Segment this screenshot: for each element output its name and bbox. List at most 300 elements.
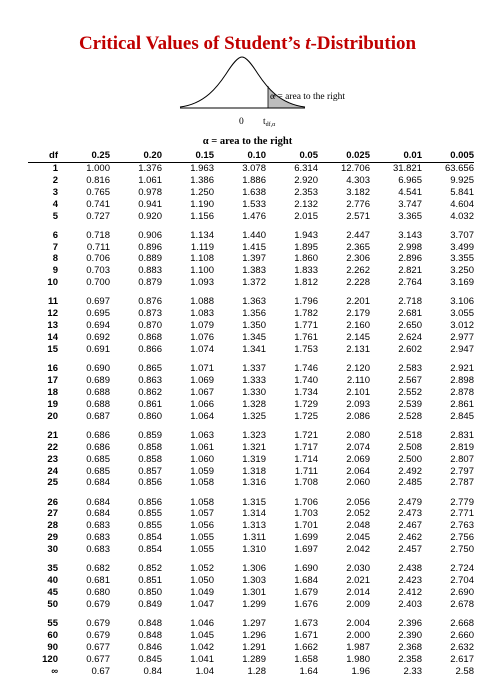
critical-value-cell: 1.079	[190, 320, 214, 332]
critical-value-cell: 0.677	[86, 653, 110, 665]
critical-value-cell: 2.690	[450, 587, 474, 599]
column-header: 0.20	[110, 150, 162, 162]
critical-value-cell: 3.365	[398, 210, 422, 222]
critical-value-cell: 0.866	[138, 343, 162, 355]
critical-value-cell: 1.050	[190, 575, 214, 587]
critical-value-cell: 1.059	[190, 465, 214, 477]
critical-value-cell: 1.076	[190, 332, 214, 344]
df-cell: 29	[47, 532, 58, 544]
df-cell: 10	[47, 277, 58, 289]
table-row	[28, 265, 474, 277]
table-body	[28, 162, 474, 677]
table-row	[28, 320, 474, 332]
critical-value-cell: 1.746	[294, 363, 318, 375]
df-cell: 5	[52, 210, 58, 222]
critical-value-cell: 1.297	[242, 618, 266, 630]
critical-value-cell: 3.012	[450, 320, 474, 332]
critical-value-cell: 4.303	[346, 174, 370, 186]
critical-value-cell: 2.021	[346, 575, 370, 587]
t-subscript: df,α	[265, 122, 276, 128]
critical-value-cell: 2.552	[398, 386, 422, 398]
critical-value-cell: 2.201	[346, 296, 370, 308]
critical-value-cell: 1.321	[242, 441, 266, 453]
critical-value-cell: 2.368	[398, 641, 422, 653]
table-row	[28, 497, 474, 509]
critical-value-cell: 0.889	[138, 253, 162, 265]
critical-value-cell: 2.262	[346, 265, 370, 277]
table-row	[28, 211, 474, 223]
critical-value-cell: 0.685	[86, 465, 110, 477]
critical-value-cell: 1.725	[294, 410, 318, 422]
critical-value-cell: 2.042	[346, 544, 370, 556]
t-distribution-figure	[0, 0, 495, 140]
critical-value-cell: 2.632	[450, 641, 474, 653]
critical-value-cell: 1.315	[242, 496, 266, 508]
df-cell: 11	[47, 296, 58, 308]
df-cell: 2	[52, 174, 58, 186]
critical-value-cell: 2.821	[398, 265, 422, 277]
critical-value-cell: 2.624	[398, 332, 422, 344]
critical-value-cell: 3.106	[450, 296, 474, 308]
critical-value-cell: 0.679	[86, 629, 110, 641]
critical-value-cell: 0.690	[86, 363, 110, 375]
critical-value-cell: 2.132	[294, 198, 318, 210]
df-cell: ∞	[51, 665, 58, 677]
critical-value-cell: 2.131	[346, 343, 370, 355]
df-cell: 15	[47, 343, 58, 355]
critical-value-cell: 1.415	[242, 241, 266, 253]
critical-value-cell: 1.289	[242, 653, 266, 665]
critical-value-cell: 0.691	[86, 343, 110, 355]
critical-value-cell: 1.100	[190, 265, 214, 277]
critical-value-cell: 1.684	[294, 575, 318, 587]
critical-value-cell: 2.056	[346, 496, 370, 508]
critical-value-cell: 0.870	[138, 320, 162, 332]
critical-value-cell: 1.296	[242, 629, 266, 641]
critical-value-cell: 0.695	[86, 308, 110, 320]
df-cell: 19	[47, 398, 58, 410]
table-row	[28, 477, 474, 489]
table-row	[28, 630, 474, 642]
critical-value-cell: 1.134	[190, 229, 214, 241]
critical-value-cell: 0.706	[86, 253, 110, 265]
critical-value-cell: 1.701	[294, 520, 318, 532]
df-cell: 40	[47, 575, 58, 587]
table-row	[28, 199, 474, 211]
critical-value-cell: 1.350	[242, 320, 266, 332]
critical-value-cell: 1.383	[242, 265, 266, 277]
df-cell: 9	[52, 265, 58, 277]
critical-value-cell: 2.467	[398, 520, 422, 532]
table-row	[28, 442, 474, 454]
critical-value-cell: 1.638	[242, 186, 266, 198]
critical-value-cell: 1.063	[190, 429, 214, 441]
column-header: 0.05	[266, 150, 318, 162]
critical-value-cell: 1.328	[242, 398, 266, 410]
critical-value-cell: 1.782	[294, 308, 318, 320]
critical-value-cell: 2.921	[450, 363, 474, 375]
critical-value-cell: 1.963	[190, 162, 214, 174]
critical-value-cell: 31.821	[392, 162, 422, 174]
table-row	[28, 308, 474, 320]
df-cell: 3	[52, 186, 58, 198]
critical-value-cell: 1.066	[190, 398, 214, 410]
critical-value-cell: 6.965	[398, 174, 422, 186]
df-cell: 18	[47, 386, 58, 398]
df-cell: 23	[47, 453, 58, 465]
critical-value-cell: 2.462	[398, 532, 422, 544]
critical-value-cell: 0.677	[86, 641, 110, 653]
critical-value-cell: 1.679	[294, 587, 318, 599]
critical-value-cell: 2.160	[346, 320, 370, 332]
critical-value-cell: 1.055	[190, 544, 214, 556]
critical-value-cell: 0.84	[143, 665, 162, 677]
critical-value-cell: 1.313	[242, 520, 266, 532]
critical-value-cell: 1.671	[294, 629, 318, 641]
critical-value-cell: 1.987	[346, 641, 370, 653]
critical-value-cell: 2.048	[346, 520, 370, 532]
critical-value-cell: 2.086	[346, 410, 370, 422]
critical-value-cell: 2.779	[450, 496, 474, 508]
critical-value-cell: 2.000	[346, 629, 370, 641]
critical-value-cell: 2.33	[403, 665, 422, 677]
table-row	[28, 642, 474, 654]
critical-value-cell: 1.337	[242, 363, 266, 375]
critical-value-cell: 1.341	[242, 343, 266, 355]
critical-value-cell: 1.303	[242, 575, 266, 587]
critical-value-cell: 0.854	[138, 544, 162, 556]
table-row	[28, 411, 474, 423]
critical-value-cell: 0.879	[138, 277, 162, 289]
critical-value-cell: 1.055	[190, 532, 214, 544]
critical-value-cell: 1.314	[242, 508, 266, 520]
critical-value-cell: 2.763	[450, 520, 474, 532]
critical-value-cell: 0.865	[138, 363, 162, 375]
critical-value-cell: 1.058	[190, 477, 214, 489]
group-spacer-cell	[28, 423, 474, 430]
critical-value-cell: 2.353	[294, 186, 318, 198]
critical-value-cell: 2.998	[398, 241, 422, 253]
df-cell: 12	[47, 308, 58, 320]
table-row	[28, 430, 474, 442]
critical-value-cell: 2.681	[398, 308, 422, 320]
table-row	[28, 332, 474, 344]
critical-value-cell: 2.807	[450, 453, 474, 465]
critical-value-cell: 0.680	[86, 587, 110, 599]
critical-value-cell: 3.499	[450, 241, 474, 253]
critical-value-cell: 1.058	[190, 496, 214, 508]
title-prefix: Critical Values of Student’s	[78, 33, 306, 54]
column-header: 0.10	[214, 150, 266, 162]
column-header: 0.01	[370, 150, 422, 162]
df-cell: 45	[47, 587, 58, 599]
critical-value-cell: 2.787	[450, 477, 474, 489]
critical-value-cell: 1.96	[351, 665, 370, 677]
critical-value-cell: 0.861	[138, 398, 162, 410]
critical-value-cell: 1.045	[190, 629, 214, 641]
alpha-annotation-text: = area to the right	[274, 92, 345, 102]
critical-value-cell: 2.080	[346, 429, 370, 441]
column-header: df	[28, 150, 58, 162]
critical-value-cell: 2.069	[346, 453, 370, 465]
critical-value-cell: 4.032	[450, 210, 474, 222]
table-row	[28, 466, 474, 478]
df-cell: 50	[47, 598, 58, 610]
critical-value-cell: 1.476	[242, 210, 266, 222]
critical-value-cell: 0.856	[138, 496, 162, 508]
critical-value-cell: 3.055	[450, 308, 474, 320]
critical-value-cell: 2.052	[346, 508, 370, 520]
group-spacer-cell	[28, 556, 474, 563]
df-cell: 35	[47, 563, 58, 575]
critical-value-cell: 0.682	[86, 563, 110, 575]
table-row	[28, 520, 474, 532]
group-spacer-cell	[28, 222, 474, 229]
critical-value-cell: 1.697	[294, 544, 318, 556]
critical-value-cell: 2.58	[455, 665, 474, 677]
critical-value-cell: 1.047	[190, 598, 214, 610]
table-row	[28, 575, 474, 587]
critical-value-cell: 2.145	[346, 332, 370, 344]
alpha-symbol: α	[270, 92, 275, 102]
critical-value-cell: 1.061	[138, 174, 162, 186]
group-spacer-cell	[28, 611, 474, 618]
table-row	[28, 454, 474, 466]
critical-value-cell: 1.386	[190, 174, 214, 186]
table-row	[28, 175, 474, 187]
critical-value-cell: 1.250	[190, 186, 214, 198]
critical-value-cell: 0.683	[86, 544, 110, 556]
critical-value-cell: 1.108	[190, 253, 214, 265]
critical-value-cell: 1.000	[86, 162, 110, 174]
critical-value-cell: 2.015	[294, 210, 318, 222]
table-row	[28, 277, 474, 289]
critical-value-cell: 1.301	[242, 587, 266, 599]
critical-value-cell: 2.896	[398, 253, 422, 265]
critical-value-cell: 2.306	[346, 253, 370, 265]
critical-value-cell: 1.714	[294, 453, 318, 465]
critical-value-cell: 1.291	[242, 641, 266, 653]
critical-value-cell: 2.845	[450, 410, 474, 422]
critical-value-cell: 0.679	[86, 618, 110, 630]
table-row	[28, 666, 474, 678]
critical-value-cell: 2.492	[398, 465, 422, 477]
critical-value-cell: 1.064	[190, 410, 214, 422]
critical-value-cell: 2.508	[398, 441, 422, 453]
group-spacer-cell	[28, 489, 474, 496]
critical-value-cell: 1.325	[242, 410, 266, 422]
critical-value-cell: 2.878	[450, 386, 474, 398]
critical-value-cell: 1.316	[242, 477, 266, 489]
critical-value-cell: 1.721	[294, 429, 318, 441]
critical-value-cell: 2.947	[450, 343, 474, 355]
critical-value-cell: 0.765	[86, 186, 110, 198]
df-cell: 90	[47, 641, 58, 653]
critical-value-cell: 2.797	[450, 465, 474, 477]
critical-value-cell: 2.660	[450, 629, 474, 641]
table-row	[28, 508, 474, 520]
critical-value-cell: 1.049	[190, 587, 214, 599]
table-row	[28, 187, 474, 199]
critical-value-cell: 2.776	[346, 198, 370, 210]
critical-value-cell: 1.071	[190, 363, 214, 375]
critical-value-cell: 4.541	[398, 186, 422, 198]
table-row	[28, 344, 474, 356]
critical-value-cell: 0.683	[86, 520, 110, 532]
table-row	[28, 230, 474, 242]
critical-value-cell: 1.319	[242, 453, 266, 465]
critical-value-cell: 5.841	[450, 186, 474, 198]
critical-value-cell: 1.056	[190, 520, 214, 532]
critical-value-cell: 2.571	[346, 210, 370, 222]
critical-value-cell: 0.860	[138, 410, 162, 422]
group-spacer	[28, 556, 474, 563]
critical-value-cell: 1.658	[294, 653, 318, 665]
critical-value-cell: 0.854	[138, 532, 162, 544]
critical-value-cell: 2.539	[398, 398, 422, 410]
table-row	[28, 544, 474, 556]
critical-value-cell: 2.438	[398, 563, 422, 575]
table-row	[28, 618, 474, 630]
table-row	[28, 654, 474, 666]
table-row	[28, 162, 474, 174]
df-cell: 24	[47, 465, 58, 477]
critical-value-cell: 0.692	[86, 332, 110, 344]
critical-value-cell: 0.741	[86, 198, 110, 210]
critical-value-cell: 0.850	[138, 587, 162, 599]
df-cell: 28	[47, 520, 58, 532]
critical-value-cell: 1.708	[294, 477, 318, 489]
critical-value-cell: 3.143	[398, 229, 422, 241]
critical-value-cell: 1.119	[190, 241, 214, 253]
critical-value-cell: 2.030	[346, 563, 370, 575]
critical-value-cell: 2.045	[346, 532, 370, 544]
critical-values-table	[28, 150, 474, 678]
critical-value-cell: 1.372	[242, 277, 266, 289]
df-cell: 60	[47, 629, 58, 641]
critical-value-cell: 1.740	[294, 374, 318, 386]
critical-value-cell: 2.358	[398, 653, 422, 665]
critical-value-cell: 0.856	[138, 477, 162, 489]
critical-value-cell: 0.858	[138, 441, 162, 453]
critical-value-cell: 0.862	[138, 386, 162, 398]
df-cell: 16	[47, 363, 58, 375]
critical-value-cell: 3.355	[450, 253, 474, 265]
critical-value-cell: 0.686	[86, 429, 110, 441]
critical-value-cell: 1.067	[190, 386, 214, 398]
critical-value-cell: 1.690	[294, 563, 318, 575]
critical-value-cell: 1.533	[242, 198, 266, 210]
table-row	[28, 587, 474, 599]
critical-value-cell: 2.898	[450, 374, 474, 386]
critical-value-cell: 2.678	[450, 598, 474, 610]
critical-value-cell: 1.069	[190, 374, 214, 386]
critical-value-cell: 1.676	[294, 598, 318, 610]
critical-value-cell: 2.074	[346, 441, 370, 453]
table-row	[28, 563, 474, 575]
critical-value-cell: 0.876	[138, 296, 162, 308]
critical-value-cell: 1.061	[190, 441, 214, 453]
critical-value-cell: 0.920	[138, 210, 162, 222]
critical-value-cell: 1.771	[294, 320, 318, 332]
critical-value-cell: 0.896	[138, 241, 162, 253]
critical-value-cell: 1.046	[190, 618, 214, 630]
critical-value-cell: 2.500	[398, 453, 422, 465]
critical-value-cell: 0.868	[138, 332, 162, 344]
critical-value-cell: 0.685	[86, 453, 110, 465]
critical-value-cell: 1.345	[242, 332, 266, 344]
critical-value-cell: 1.734	[294, 386, 318, 398]
critical-value-cell: 1.397	[242, 253, 266, 265]
critical-value-cell: 2.771	[450, 508, 474, 520]
critical-value-cell: 1.318	[242, 465, 266, 477]
critical-value-cell: 3.250	[450, 265, 474, 277]
table-row	[28, 599, 474, 611]
critical-value-cell: 0.859	[138, 429, 162, 441]
critical-value-cell: 1.376	[138, 162, 162, 174]
critical-value-cell: 1.052	[190, 563, 214, 575]
table-row	[28, 242, 474, 254]
critical-value-cell: 1.156	[190, 210, 214, 222]
critical-value-cell: 2.831	[450, 429, 474, 441]
zero-label: 0	[239, 117, 244, 127]
t-symbol: t	[263, 117, 266, 127]
critical-value-cell: 0.67	[91, 665, 110, 677]
critical-value-cell: 2.365	[346, 241, 370, 253]
title-suffix: -Distribution	[310, 33, 417, 54]
critical-value-cell: 1.330	[242, 386, 266, 398]
critical-value-cell: 2.617	[450, 653, 474, 665]
critical-value-cell: 1.057	[190, 508, 214, 520]
critical-value-cell: 1.943	[294, 229, 318, 241]
critical-value-cell: 2.920	[294, 174, 318, 186]
critical-value-cell: 1.833	[294, 265, 318, 277]
column-header: 0.25	[58, 150, 110, 162]
df-cell: 20	[47, 410, 58, 422]
critical-value-cell: 1.074	[190, 343, 214, 355]
critical-value-cell: 0.688	[86, 386, 110, 398]
critical-value-cell: 1.299	[242, 598, 266, 610]
alpha-column-heading: α = area to the right	[202, 136, 293, 147]
critical-value-cell: 1.761	[294, 332, 318, 344]
critical-value-cell: 2.060	[346, 477, 370, 489]
critical-value-cell: 1.64	[299, 665, 318, 677]
critical-value-cell: 2.423	[398, 575, 422, 587]
df-cell: 120	[42, 653, 58, 665]
table-row	[28, 253, 474, 265]
df-cell: 27	[47, 508, 58, 520]
df-cell: 6	[52, 229, 58, 241]
critical-value-cell: 6.314	[294, 162, 318, 174]
critical-value-cell: 2.473	[398, 508, 422, 520]
table-row	[28, 375, 474, 387]
critical-value-cell: 2.819	[450, 441, 474, 453]
column-header: 0.15	[162, 150, 214, 162]
df-cell: 4	[52, 198, 58, 210]
critical-value-cell: 1.796	[294, 296, 318, 308]
critical-value-cell: 2.004	[346, 618, 370, 630]
df-cell: 55	[47, 618, 58, 630]
critical-value-cell: 2.396	[398, 618, 422, 630]
critical-value-cell: 2.228	[346, 277, 370, 289]
critical-value-cell: 3.747	[398, 198, 422, 210]
table-row	[28, 296, 474, 308]
critical-value-cell: 2.668	[450, 618, 474, 630]
critical-value-cell: 1.980	[346, 653, 370, 665]
critical-value-cell: 1.041	[190, 653, 214, 665]
group-spacer	[28, 489, 474, 496]
critical-value-cell: 2.756	[450, 532, 474, 544]
